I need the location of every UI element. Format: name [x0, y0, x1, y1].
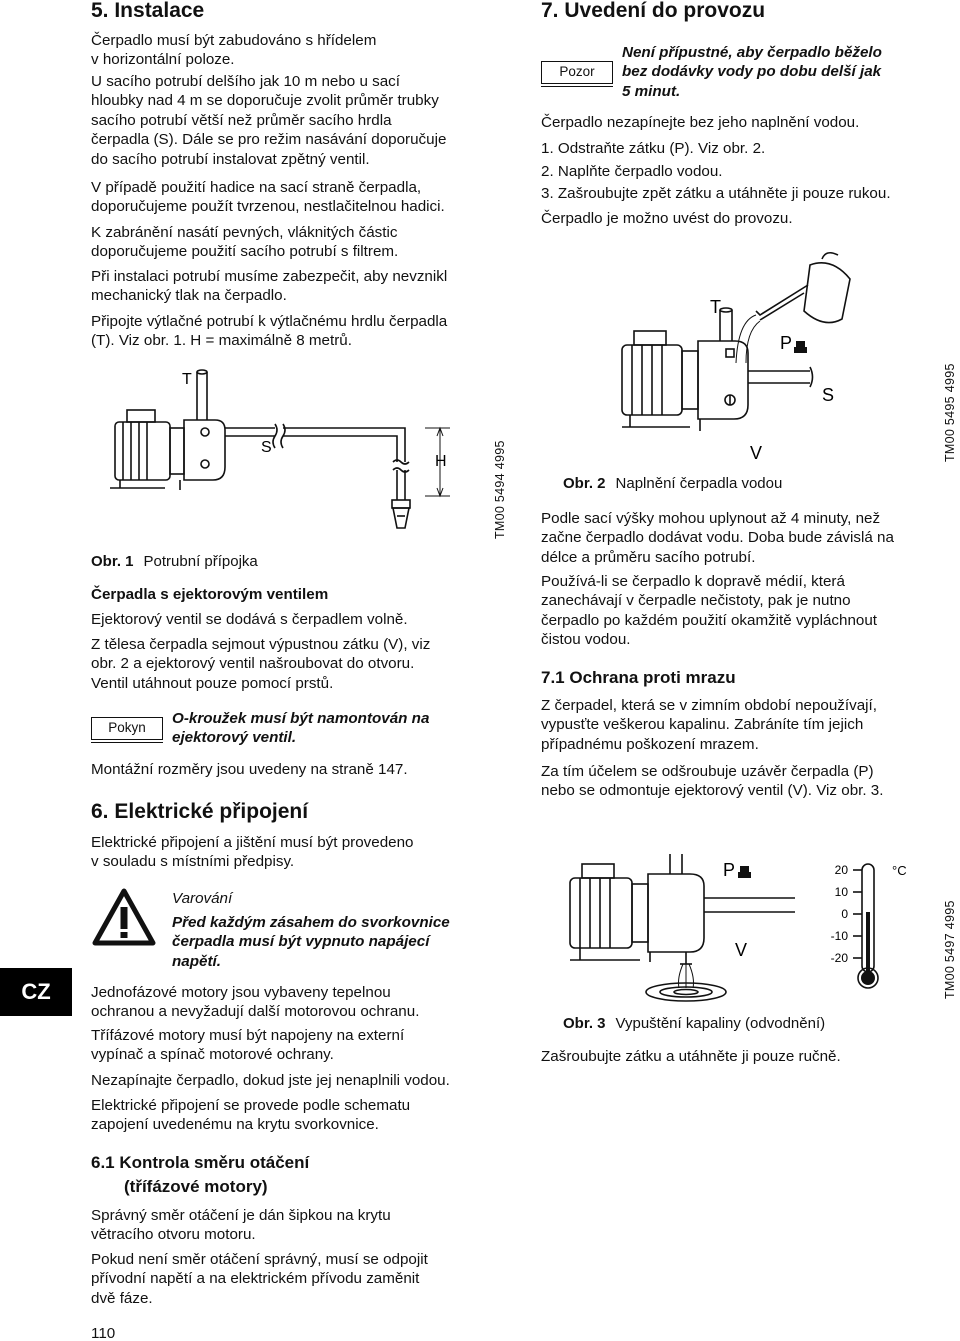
- s7-paragraph-1: Čerpadlo nezapínejte bez jeho naplnění vodou.: [541, 114, 860, 131]
- fig1-label-S: S: [261, 439, 272, 456]
- ejector-paragraph-2: Z tělesa čerpadla sejmout výpustnou zátku (V), viz obr. 2 a ejektorový ventil našroubovat do otvoru. Ventil utáhnout pouze pomocí prstů.: [91, 636, 431, 692]
- s7-paragraph-2: Čerpadlo je možno uvést do provozu.: [541, 210, 793, 227]
- language-tab: CZ: [0, 968, 72, 1016]
- fig1-tm-code: TM00 5494 4995: [493, 440, 507, 539]
- fig3-scale-20: 20: [834, 863, 848, 877]
- fig3-scale-minus10: -10: [830, 929, 848, 943]
- s5-paragraph-4: K zabránění nasátí pevných, vláknitých částic doporučujeme použití sacího potrubí s filtrem.: [91, 224, 399, 261]
- figure-3-draining: [560, 852, 930, 1012]
- pozor-text: Není přípustné, aby čerpadlo běželo bez dodávky vody po dobu delší jak 5 minut.: [622, 44, 882, 100]
- thermometer-mercury: [866, 912, 870, 974]
- fig3-tm-code: TM00 5497 4995: [943, 900, 957, 999]
- fig2-tm-code: TM00 5495 4995: [943, 363, 957, 462]
- section-6-title: 6. Elektrické připojení: [91, 800, 309, 823]
- s6-paragraph-1: Elektrické připojení a jištění musí být provedeno v souladu s místními předpisy.: [91, 834, 414, 871]
- fig2-label-T: T: [710, 297, 721, 317]
- fig3-caption: Obr. 3 Vypuštění kapaliny (odvodnění): [563, 1015, 826, 1032]
- s71-paragraph-3: Zašroubujte zátku a utáhněte ji pouze ručně.: [541, 1048, 841, 1065]
- pozor-tag: Pozor: [541, 61, 613, 84]
- s7-steps: 1. Odstraňte zátku (P). Viz obr. 2. 2. Naplňte čerpadlo vodou. 3. Zašroubujte zpět zátku a utáhněte ji pouze rukou.: [541, 140, 891, 202]
- s5-paragraph-1: Čerpadlo musí být zabudováno s hřídelem v horizontální poloze.: [91, 32, 377, 69]
- fig3-label-V: V: [735, 940, 748, 960]
- fig2-label-S: S: [822, 385, 835, 405]
- fig2-label-P: P: [780, 333, 793, 353]
- s6-paragraph-2: Jednofázové motory jsou vybaveny tepelnou ochranou a nevyžadují další motorovou ochranu.: [91, 984, 420, 1021]
- fig1-label-T: T: [182, 371, 192, 388]
- fig1-label-H: H: [435, 453, 447, 470]
- s71-paragraph-2: Za tím účelem se odšroubuje uzávěr čerpadla (P) nebo se odmontuje ejektorový ventil (V). Viz obr. 3.: [541, 763, 884, 800]
- s6-paragraph-3: Třífázové motory musí být napojeny na externí vypínač a spínač motorové ochrany.: [91, 1027, 405, 1064]
- ejector-paragraph-1: Ejektorový ventil se dodává s čerpadlem volně.: [91, 611, 408, 628]
- fig1-caption: Obr. 1 Potrubní přípojka: [91, 553, 258, 570]
- pokyn-text: O-kroužek musí být namontován na ejektorový ventil.: [172, 710, 430, 747]
- fig2-caption: Obr. 2 Naplnění čerpadla vodou: [563, 475, 783, 492]
- s6-paragraph-4: Nezapínajte čerpadlo, dokud jste jej nenaplnili vodou.: [91, 1072, 450, 1089]
- section-5-title: 5. Instalace: [91, 0, 205, 22]
- s6-paragraph-5: Elektrické připojení se provede podle schematu zapojení uvedenému na krytu svorkovnice.: [91, 1097, 411, 1134]
- s7-paragraph-3: Podle sací výšky mohou uplynout až 4 minuty, než začne čerpadlo dodávat vodu. Doba bude závislá na délce a průměru sacího potrubí.: [541, 510, 894, 566]
- fig2-label-V: V: [750, 443, 763, 463]
- s5-paragraph-6: Připojte výtlačné potrubí k výtlačnému hrdlu čerpadla (T). Viz obr. 1. H = maximálně 8 metrů.: [91, 313, 448, 350]
- warning-title: Varování: [172, 890, 233, 907]
- fig3-scale-0: 0: [841, 907, 848, 921]
- warning-text: Před každým zásahem do svorkovnice čerpadla musí být vypnuto napájecí napětí.: [172, 914, 450, 970]
- fig3-scale-10: 10: [834, 885, 848, 899]
- warning-icon: [92, 888, 156, 946]
- ejector-title: Čerpadla s ejektorovým ventilem: [91, 586, 329, 603]
- fig3-label-P: P: [723, 860, 736, 880]
- section-7-1-title: 7.1 Ochrana proti mrazu: [541, 668, 736, 687]
- figure-1-pipe-connection: [105, 362, 475, 542]
- page-number: 110: [91, 1325, 116, 1341]
- s71-paragraph-1: Z čerpadel, která se v zimním období nepoužívají, vypusťte veškerou kapalinu. Zabráníte tím jejich případnému poškození mrazem.: [541, 697, 877, 753]
- s7-paragraph-4: Používá-li se čerpadlo k dopravě médií, která zanechávají v čerpadle nečistoty, pak je nutno čerpadlo po každém použití okamžitě vypláchnout čistou vodou.: [541, 573, 878, 649]
- plug-p-icon: [738, 866, 751, 878]
- s5-paragraph-3: V případě použití hadice na sací straně čerpadla, doporučujeme použít tvrzenou, nestlačitelnou hadici.: [91, 179, 445, 216]
- fig3-scale-minus20: -20: [830, 951, 848, 965]
- section-7-title: 7. Uvedení do provozu: [541, 0, 766, 22]
- s61-paragraph-2: Pokud není směr otáčení správný, musí se odpojit přívodní napětí a na elektrickém přívodu zaměnit dvě fáze.: [91, 1251, 428, 1307]
- s5-paragraph-2: U sacího potrubí delšího jak 10 m nebo u sací hloubky nad 4 m se doporučuje zvolit průměr trubky sacího potrubí větší než průměr sacího hrdla čerpadla (S). Dále se pro režim nasávání doporučuje do sacího potrubí instalovat zpětný ventil.: [91, 73, 447, 168]
- mounting-dimensions: Montážní rozměry jsou uvedeny na straně 147.: [91, 761, 408, 778]
- plug-p-icon: [794, 341, 807, 353]
- section-6-1-title: 6.1 Kontrola směru otáčení (třífázové motory): [91, 1153, 310, 1196]
- pokyn-tag: Pokyn: [91, 717, 163, 740]
- fig3-unit: °C: [892, 863, 907, 878]
- s61-paragraph-1: Správný směr otáčení je dán šipkou na krytu větracího otvoru motoru.: [91, 1207, 391, 1244]
- s5-paragraph-5: Při instalaci potrubí musíme zabezpečit, aby nevznikl mechanický tlak na čerpadlo.: [91, 268, 448, 305]
- figure-2-filling-pump: [560, 245, 890, 470]
